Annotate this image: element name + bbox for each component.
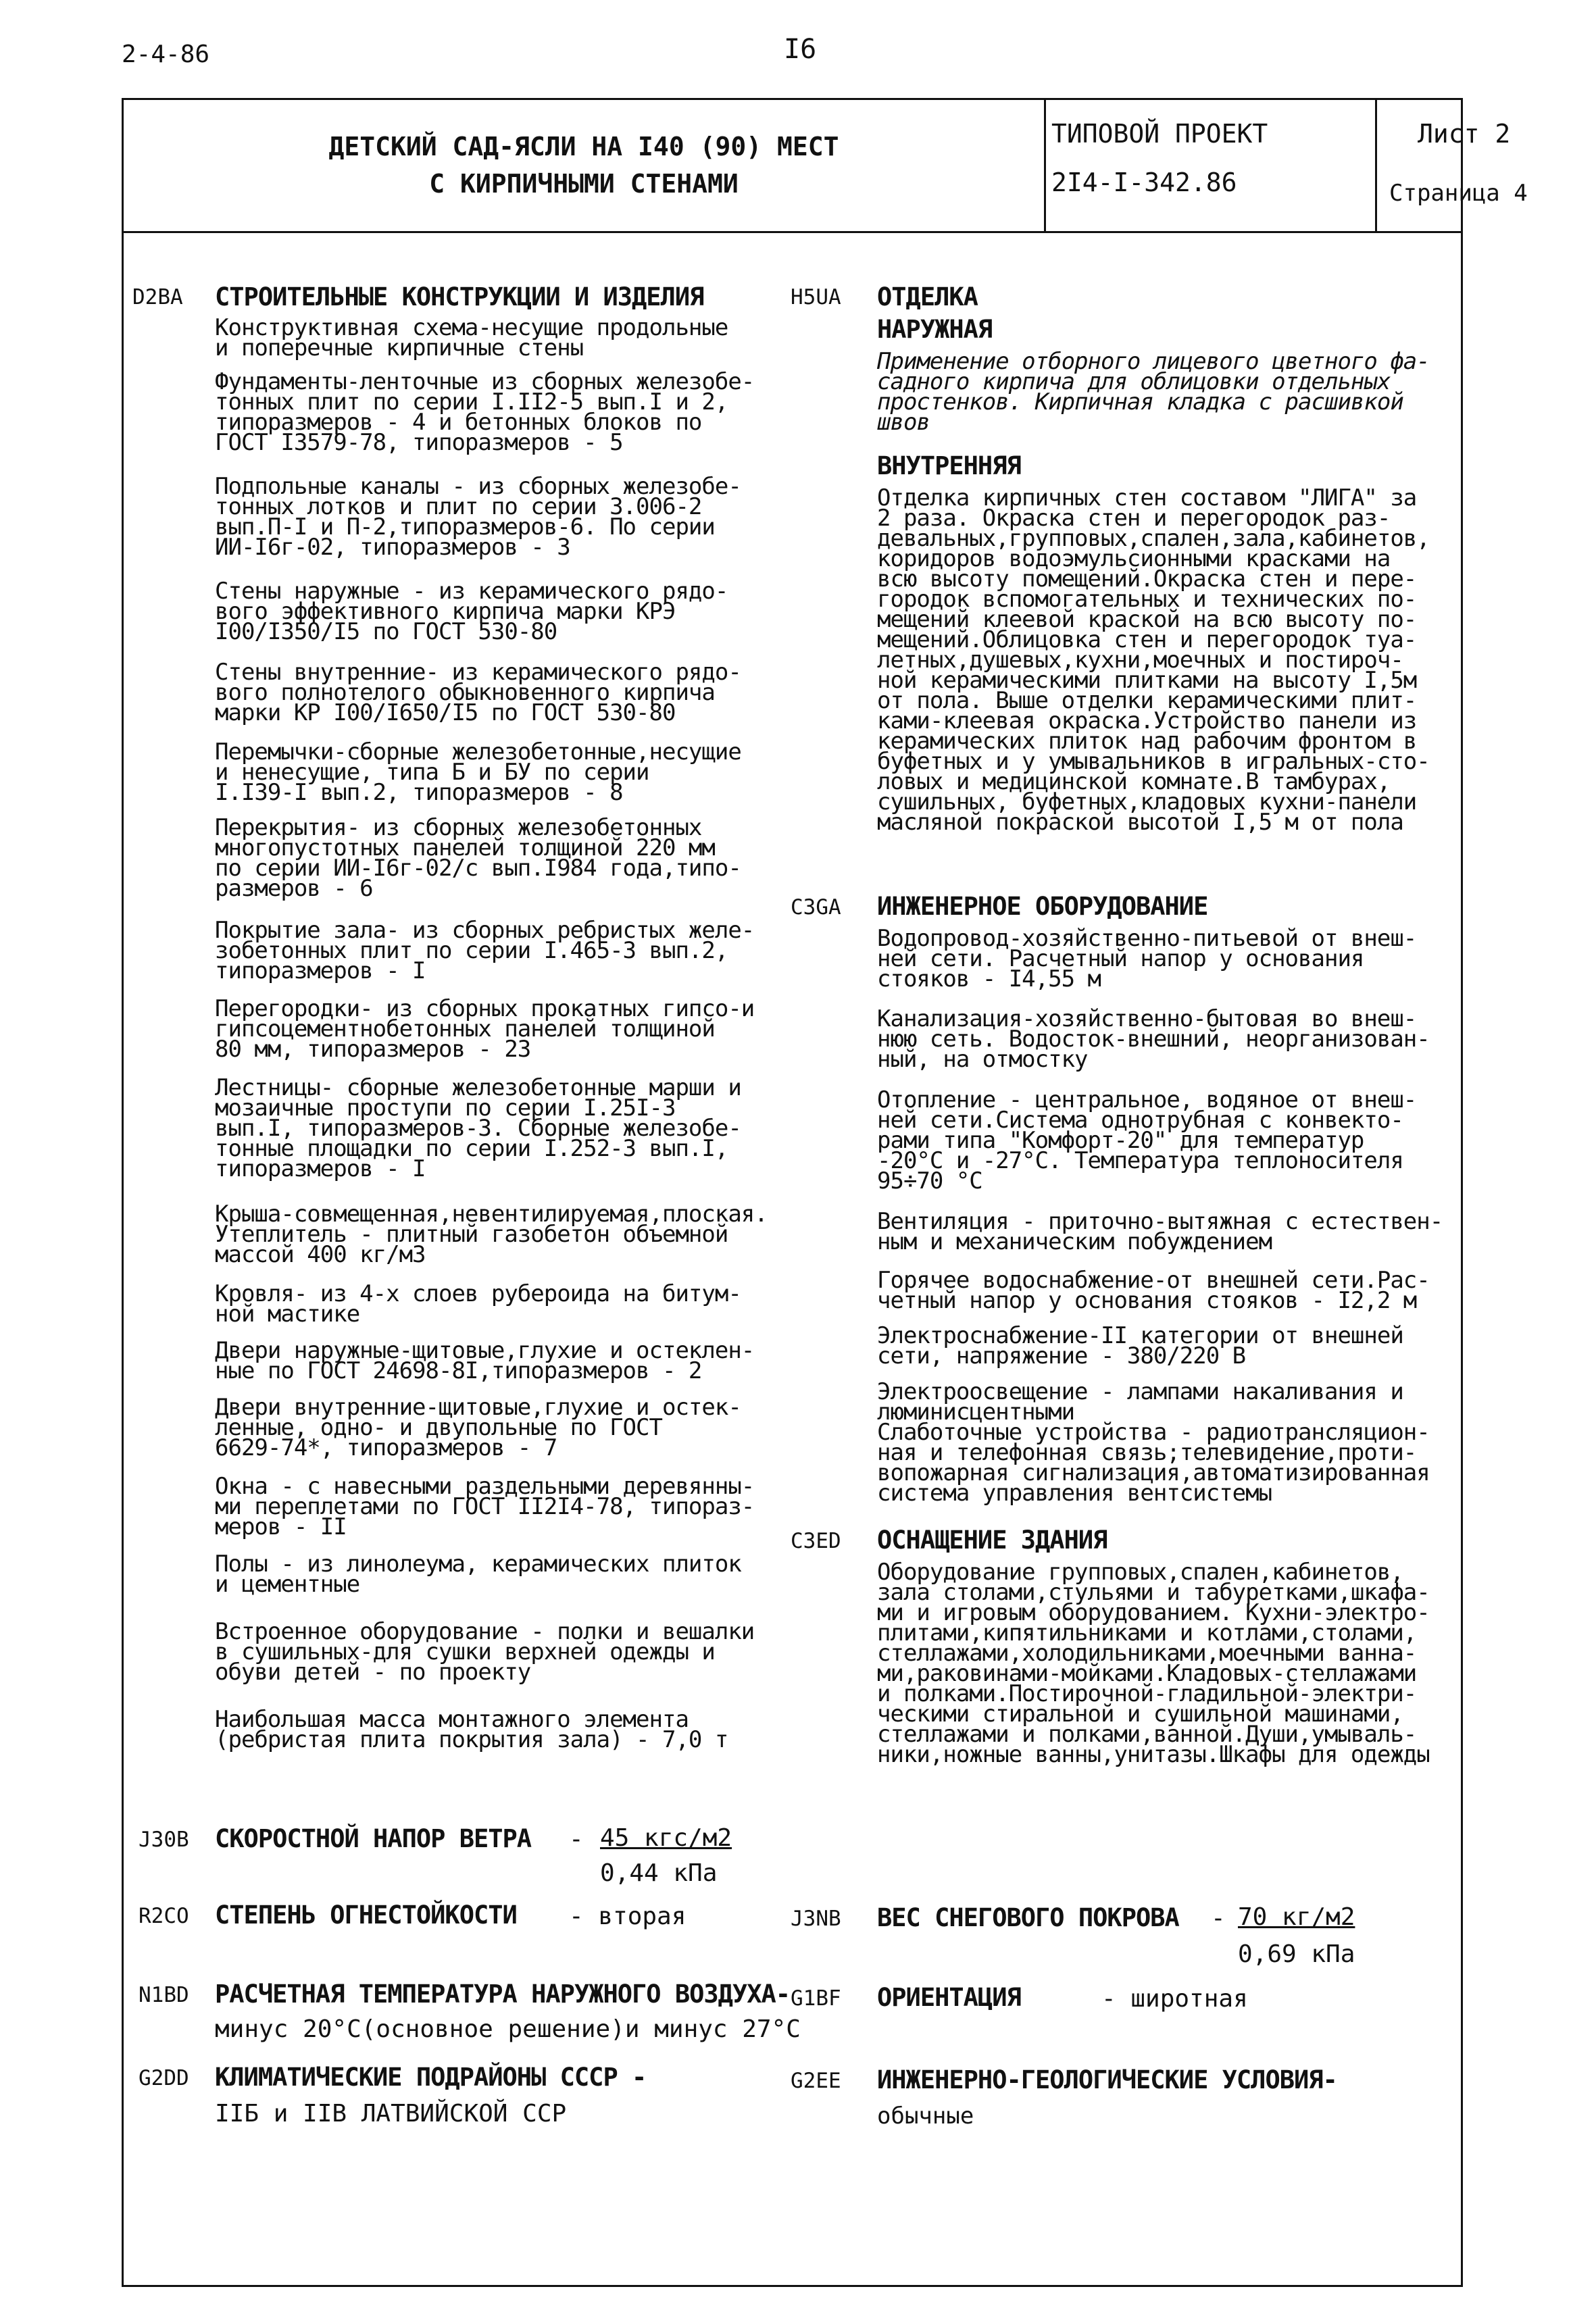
paragraph: Перекрытия- из сборных железобетонных многопустотных панелей толщиной 220 мм по серии ИИ-I6г-02/с вып.I984 года,типо- размеров - 6	[215, 814, 741, 902]
project-type-cell	[1046, 100, 1377, 231]
section-code: C3ED	[791, 1529, 841, 1553]
section-heading: ИНЖЕНЕРНОЕ ОБОРУДОВАНИЕ	[877, 892, 1208, 921]
param-value: 45 кгс/м2	[600, 1824, 732, 1852]
param-code: R2CO	[139, 1904, 189, 1928]
subsection-heading: НАРУЖНАЯ	[877, 315, 993, 344]
param-dash: -	[1211, 1905, 1226, 1932]
paragraph: Лестницы- сборные железобетонные марши и мозаичные проступи по серии I.25I-3 вып.I, типоразмеров-3. Сборные железобе- тонные площадки по серии I.252-3 вып.I, типоразмеров - I	[215, 1074, 741, 1182]
paragraph: Электроснабжение-II категории от внешней сети, напряжение - 380/220 В	[877, 1322, 1403, 1369]
param-code: G2DD	[139, 2066, 189, 2090]
paragraph: Отопление - центральное, водяное от внеш- ней сети.Система однотрубная с конвекто- рами типа "Комфорт-20" для температур -20°С и -27°С. Температура теплоносителя 95÷70 °С	[877, 1086, 1417, 1194]
paragraph: Кровля- из 4-х слоев рубероида на битум- ной мастике	[215, 1280, 741, 1328]
section-code: H5UA	[791, 285, 841, 309]
param-label: РАСЧЕТНАЯ ТЕМПЕРАТУРА НАРУЖНОГО ВОЗДУХА-	[215, 1980, 791, 2009]
paragraph: Наибольшая масса монтажного элемента (ребристая плита покрытия зала) - 7,0 т	[215, 1706, 728, 1753]
project-number: 2I4-I-342.86	[1051, 168, 1237, 197]
section-code: C3GA	[791, 895, 841, 920]
title-block	[122, 98, 1528, 233]
param-label: ИНЖЕНЕРНО-ГЕОЛОГИЧЕСКИЕ УСЛОВИЯ-	[877, 2065, 1337, 2094]
param-label: ОРИЕНТАЦИЯ	[877, 1983, 1021, 2012]
param-code: G2EE	[791, 2069, 841, 2093]
param-label: СКОРОСТНОЙ НАПОР ВЕТРА	[215, 1824, 532, 1853]
param-code: J3NB	[791, 1907, 841, 1931]
section-code: D2BA	[132, 285, 183, 309]
param-code: J30B	[139, 1828, 189, 1852]
param-value: - вторая	[569, 1903, 687, 1930]
paragraph: Перемычки-сборные железобетонные,несущие и ненесущие, типа Б и БУ по серии I.I39-I вып.2, типоразмеров - 8	[215, 738, 741, 806]
paragraph: Фундаменты-ленточные из сборных железобе- тонных плит по серии I.II2-5 вып.I и 2, типоразмеров - 4 и бетонных блоков по ГОСТ I3579-78, типоразмеров - 5	[215, 368, 755, 456]
param-value: IIБ и IIВ ЛАТВИЙСКОЙ ССР	[215, 2100, 567, 2128]
title-line-2: С КИРПИЧНЫМИ СТЕНАМИ	[429, 169, 739, 199]
paragraph: Стены внутренние- из керамического рядо- вого полнотелого обыкновенного кирпича марки КР I00/I650/I5 по ГОСТ 530-80	[215, 659, 741, 726]
paragraph: Вентиляция - приточно-вытяжная с естествен- ным и механическим побуждением	[877, 1208, 1443, 1255]
paragraph: Оборудование групповых,спален,кабинетов, зала столами,стульями и табуретками,шкафа- ми и игровым оборудованием. Кухни-электро- плитами,кипятильниками и котлами,столами, стеллажами,холодильниками,моечными ванна- ми,раковинами-мойками.Кладовых-стеллажами и полками.Постирочной-гладильной-электри- ческими стиральной и сушильной машинами, стеллажами и полками,ванной.Души,умываль- ники,ножные ванны,унитазы.Шкафы для одежды	[877, 1559, 1430, 1768]
param-code: G1BF	[791, 1986, 841, 2011]
param-value: - широтная	[1101, 1985, 1248, 2013]
paragraph: Подпольные каналы - из сборных железобе- тонных лотков и плит по серии 3.006-2 вып.П-I и П-2,типоразмеров-6. По серии ИИ-I6г-02, типоразмеров - 3	[215, 473, 741, 561]
paragraph: Крыша-совмещенная,невентилируемая,плоская. Утеплитель - плитный газобетон объемной массой 400 кг/м3	[215, 1201, 768, 1268]
paragraph: Окна - с навесными раздельными деревянны- ми переплетами по ГОСТ II2I4-78, типораз- меров - II	[215, 1473, 755, 1540]
paragraph: Полы - из линолеума, керамических плиток и цементные	[215, 1551, 741, 1598]
paragraph: Водопровод-хозяйственно-питьевой от внеш- ней сети. Расчетный напор у основания стояков - I4,55 м	[877, 925, 1417, 992]
param-value-si: 0,69 кПа	[1238, 1940, 1355, 1968]
param-code: N1BD	[139, 1983, 189, 2007]
param-value: минус 20°С(основное решение)и минус 27°С	[215, 2015, 801, 2043]
param-label: КЛИМАТИЧЕСКИЕ ПОДРАЙОНЫ СССР -	[215, 2063, 647, 2092]
section-heading: СТРОИТЕЛЬНЫЕ КОНСТРУКЦИИ И ИЗДЕЛИЯ	[215, 282, 704, 311]
paragraph: Стены наружные - из керамического рядо- вого эффективного кирпича марки КРЭ I00/I350/I5 по ГОСТ 530-80	[215, 578, 728, 645]
section-heading: ОТДЕЛКА	[877, 282, 978, 311]
page-number: I6	[784, 34, 817, 65]
sheet-number: Лист 2	[1418, 119, 1511, 149]
paragraph: Покрытие зала- из сборных ребристых желе- зобетонных плит по серии I.465-3 вып.2, типоразмеров - I	[215, 917, 755, 984]
paragraph: Встроенное оборудование - полки и вешалки в сушильных-для сушки верхней одежды и обуви детей - по проекту	[215, 1618, 755, 1686]
paragraph: Канализация-хозяйственно-бытовая во внеш- нюю сеть. Водосток-внешний, неорганизован- ный, на отмостку	[877, 1005, 1430, 1073]
paragraph: Конструктивная схема-несущие продольные и поперечные кирпичные стены	[215, 314, 728, 361]
param-dash: -	[569, 1826, 584, 1853]
title-line-1: ДЕТСКИЙ САД-ЯСЛИ НА I40 (90) МЕСТ	[328, 131, 839, 161]
document-code: 2-4-86	[122, 41, 210, 68]
paragraph: Электроосвещение - лампами накаливания и люминисцентными Слаботочные устройства - радиотрансляцион- ная и телефонная связь;телевидение,проти- вопожарная сигнализация,автоматизированная система управления вентсистемы	[877, 1378, 1430, 1507]
param-value: обычные	[877, 2103, 974, 2130]
sheet-cell	[1377, 100, 1528, 231]
param-value: 70 кг/м2	[1238, 1903, 1355, 1931]
param-value-si: 0,44 кПа	[600, 1859, 718, 1887]
page-label: Страница 4	[1389, 180, 1528, 207]
paragraph: Двери наружные-щитовые,глухие и остеклен- ные по ГОСТ 24698-8I,типоразмеров - 2	[215, 1337, 755, 1384]
param-label: СТЕПЕНЬ ОГНЕСТОЙКОСТИ	[215, 1901, 517, 1930]
paragraph: Двери внутренние-щитовые,глухие и остек- ленные, одно- и двупольные по ГОСТ 6629-74*, типоразмеров - 7	[215, 1394, 741, 1461]
param-label: ВЕС СНЕГОВОГО ПОКРОВА	[877, 1903, 1179, 1932]
paragraph: Применение отборного лицевого цветного фа- садного кирпича для облицовки отдельных простенков. Кирпичная кладка с расшивкой швов	[877, 348, 1430, 436]
paragraph: Перегородки- из сборных прокатных гипсо-и гипсоцементнобетонных панелей толщиной 80 мм, типоразмеров - 23	[215, 995, 755, 1063]
subsection-heading: ВНУТРЕННЯЯ	[877, 451, 1021, 480]
project-type-label: ТИПОВОЙ ПРОЕКТ	[1051, 119, 1268, 149]
title-cell	[124, 100, 1046, 231]
section-heading: ОСНАЩЕНИЕ ЗДАНИЯ	[877, 1526, 1107, 1555]
paragraph: Горячее водоснабжение-от внешней сети.Рас- четный напор у основания стояков - I2,2 м	[877, 1267, 1430, 1314]
paragraph: Отделка кирпичных стен составом "ЛИГА" за 2 раза. Окраска стен и перегородок раз- девальных,групповых,спален,зала,кабинетов, коридоров водоэмульсионными красками на всю высоту помещений.Окраска стен и пере- городок вспомогательных и технических по- мещений клеевой краской на всю высоту по- мещений.Облицовка стен и перегородок туа- летных,душевых,кухни,моечных и постироч- ной керамическими плитками на высоту I,5м от пола. Выше отделки керамическими плит- ками-клеевая окраска.Устройство панели из керамических плиток над рабочим фронтом в буфетных и у умывальников в игральных-сто- ловых и медицинской комнате.В тамбурах, сушильных, буфетных,кладовых кухни-панели масляной покраской высотой I,5 м от пола	[877, 484, 1430, 836]
